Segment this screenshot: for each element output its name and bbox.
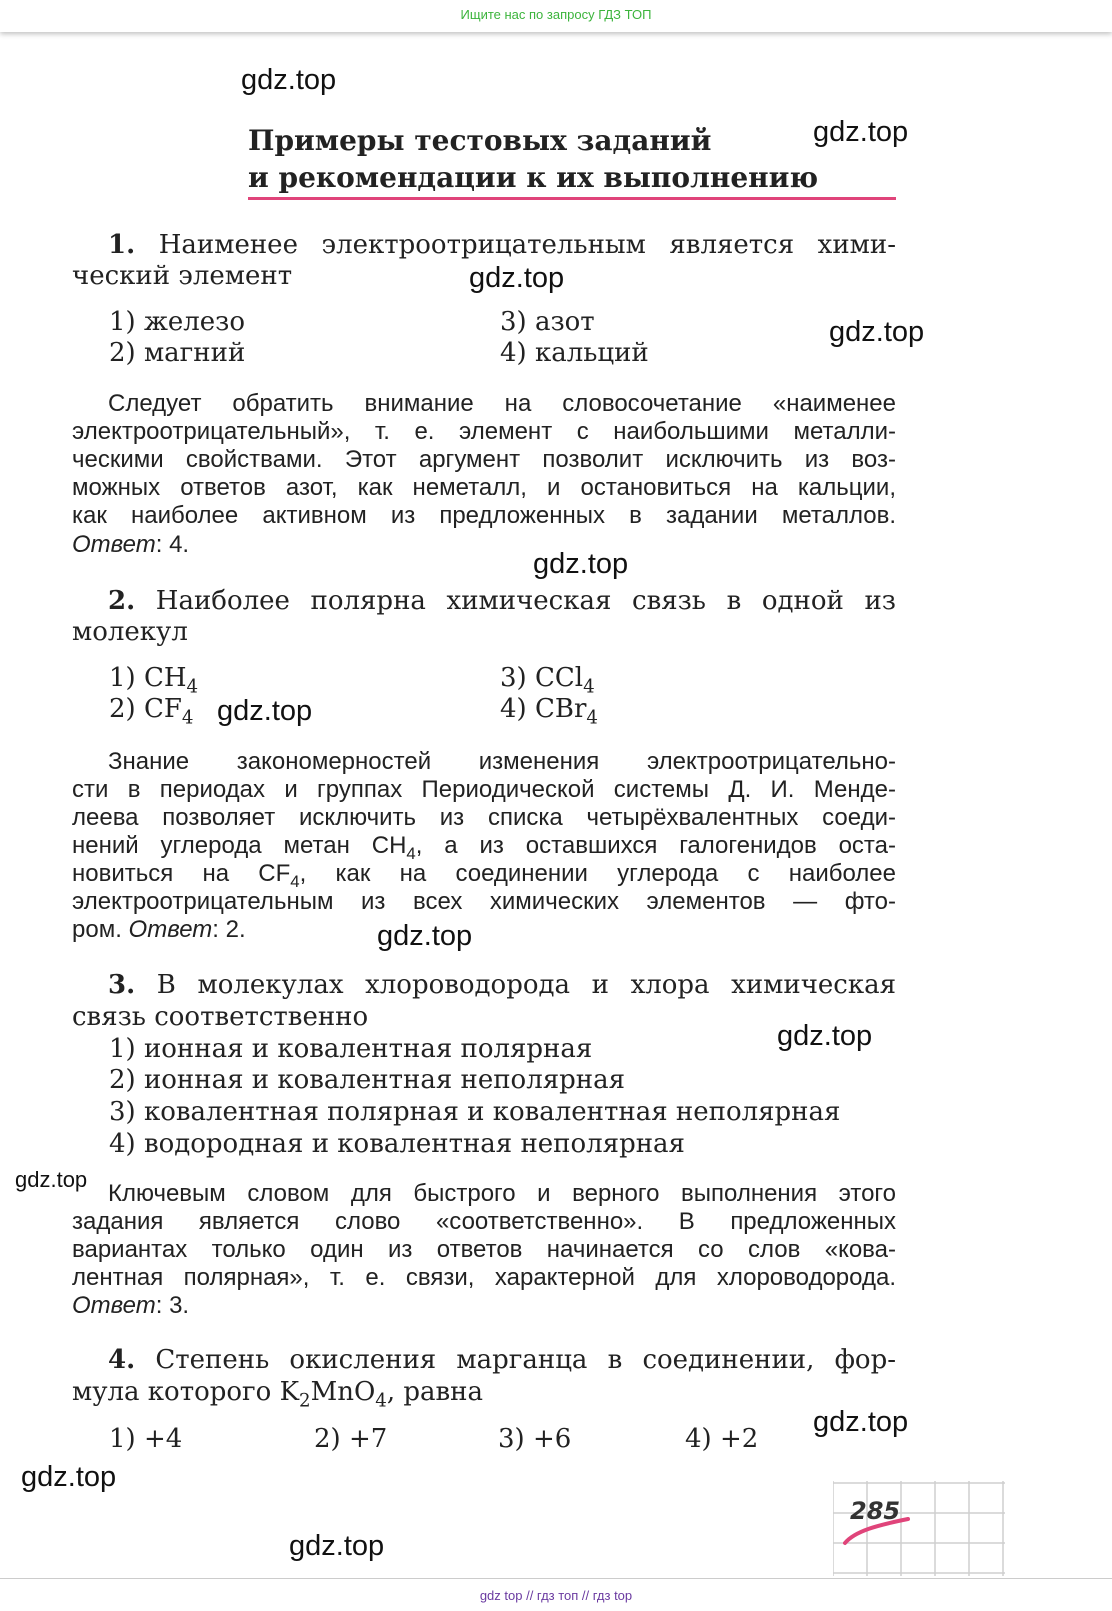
- q3-hint-line3: вариантах только один из ответов начинается со слов «кова-: [72, 1236, 896, 1263]
- q2-hint-line7: ром. Ответ: 2.: [72, 916, 246, 943]
- bottom-banner: [0, 1578, 1112, 1611]
- q3-option-3: 3) ковалентная полярная и ковалентная неполярная: [109, 1097, 841, 1127]
- q4-text-line2: мула которого $K_2MnO_4$, равна: [72, 1377, 484, 1412]
- section-title-line2: и рекомендации к их выполнению: [248, 161, 819, 194]
- q1-option-1: 1) железо: [109, 307, 245, 337]
- bottom-banner-text: gdz top // гдз топ // гдз top: [479, 1588, 633, 1603]
- q2-hint-line1: Знание закономерностей изменения электроотрицательно-: [108, 748, 896, 775]
- q1-answer: Ответ: 4.: [72, 531, 190, 558]
- q2-hint-line2: сти в периодах и группах Периодической системы Д. И. Менде-: [72, 776, 896, 803]
- q3-text-line2: связь соответственно: [72, 1002, 369, 1032]
- watermark: gdz.top: [829, 316, 925, 348]
- q2-option-3: 3) CCl$_4$: [500, 663, 595, 698]
- q4-text-line1: 4. Степень окисления марганца в соединении, фор-: [108, 1345, 896, 1375]
- q2-hint-line4: нений углерода метан $CH_4$, а из оставшихся галогенидов оста-: [72, 832, 896, 863]
- q1-hint-line2: электроотрицательный», т. е. элемент с наибольшими металли-: [72, 418, 896, 445]
- watermark: gdz.top: [377, 920, 473, 952]
- page-number: 285: [850, 1497, 901, 1525]
- q1-option-2: 2) магний: [109, 338, 246, 368]
- q3-hint-line4: лентная полярная», т. е. связи, характерной для хлороводорода.: [72, 1264, 896, 1291]
- watermark: gdz.top: [777, 1020, 873, 1052]
- title-underline: [248, 197, 896, 200]
- q3-hint-line2: задания является слово «соответственно». В предложенных: [72, 1208, 896, 1235]
- watermark: gdz.top: [15, 1167, 88, 1192]
- q1-hint-line4: можных ответов азот, как неметалл, и остановиться на кальции,: [72, 474, 896, 501]
- q2-text-line2: молекул: [72, 617, 188, 647]
- q3-answer: Ответ: 3.: [72, 1292, 190, 1319]
- q2-hint-line5: новиться на $CF_4$, как на соединении углерода с наиболее: [72, 860, 896, 891]
- watermark: gdz.top: [813, 116, 909, 148]
- q3-hint-line1: Ключевым словом для быстрого и верного выполнения этого: [108, 1180, 896, 1207]
- watermark: gdz.top: [813, 1406, 909, 1438]
- q2-option-4: 4) CBr$_4$: [500, 694, 598, 729]
- q2-text-line1: 2. Наиболее полярна химическая связь в одной из: [108, 586, 896, 616]
- q1-option-3: 3) азот: [500, 307, 595, 337]
- q1-text-line1: 1. Наименее электроотрицательным является хими-: [108, 230, 896, 260]
- page-number-grid: [833, 1481, 1005, 1576]
- q1-text-line2: ческий элемент: [72, 261, 293, 291]
- q2-hint-line6: электроотрицательным из всех химических элементов — фто-: [72, 888, 896, 915]
- q2-option-2: 2) $CF_4$: [109, 694, 194, 729]
- q1-option-4: 4) кальций: [500, 338, 649, 368]
- watermark: gdz.top: [469, 262, 565, 294]
- watermark: gdz.top: [241, 64, 337, 96]
- q4-option-2: 2) +7: [314, 1424, 388, 1454]
- q3-option-4: 4) водородная и ковалентная неполярная: [109, 1129, 685, 1159]
- q1-hint-line1: Следует обратить внимание на словосочетание «наименее: [108, 390, 896, 417]
- q1-hint-line3: ческими свойствами. Этот аргумент позволит исключить из воз-: [72, 446, 896, 473]
- watermark: gdz.top: [289, 1530, 385, 1562]
- q2-hint-line3: леева позволяет исключить из списка четырёхвалентных соеди-: [72, 804, 896, 831]
- q4-option-4: 4) +2: [685, 1424, 759, 1454]
- watermark: gdz.top: [21, 1461, 117, 1493]
- q3-text-line1: 3. В молекулах хлороводорода и хлора химическая: [108, 970, 896, 1000]
- q4-option-1: 1) +4: [109, 1424, 183, 1454]
- q3-option-1: 1) ионная и ковалентная полярная: [109, 1034, 593, 1064]
- watermark: gdz.top: [533, 548, 629, 580]
- q4-option-3: 3) +6: [498, 1424, 572, 1454]
- q2-option-1: 1) $CH_4$: [109, 663, 199, 698]
- q1-hint-line5: как наиболее активном из предложенных в задании металлов.: [72, 502, 896, 529]
- top-banner: [0, 0, 1112, 32]
- top-banner-text: Ищите нас по запросу ГДЗ ТОП: [460, 7, 652, 22]
- q3-option-2: 2) ионная и ковалентная неполярная: [109, 1065, 626, 1095]
- section-title-line1: Примеры тестовых заданий: [248, 124, 712, 157]
- watermark: gdz.top: [217, 695, 313, 727]
